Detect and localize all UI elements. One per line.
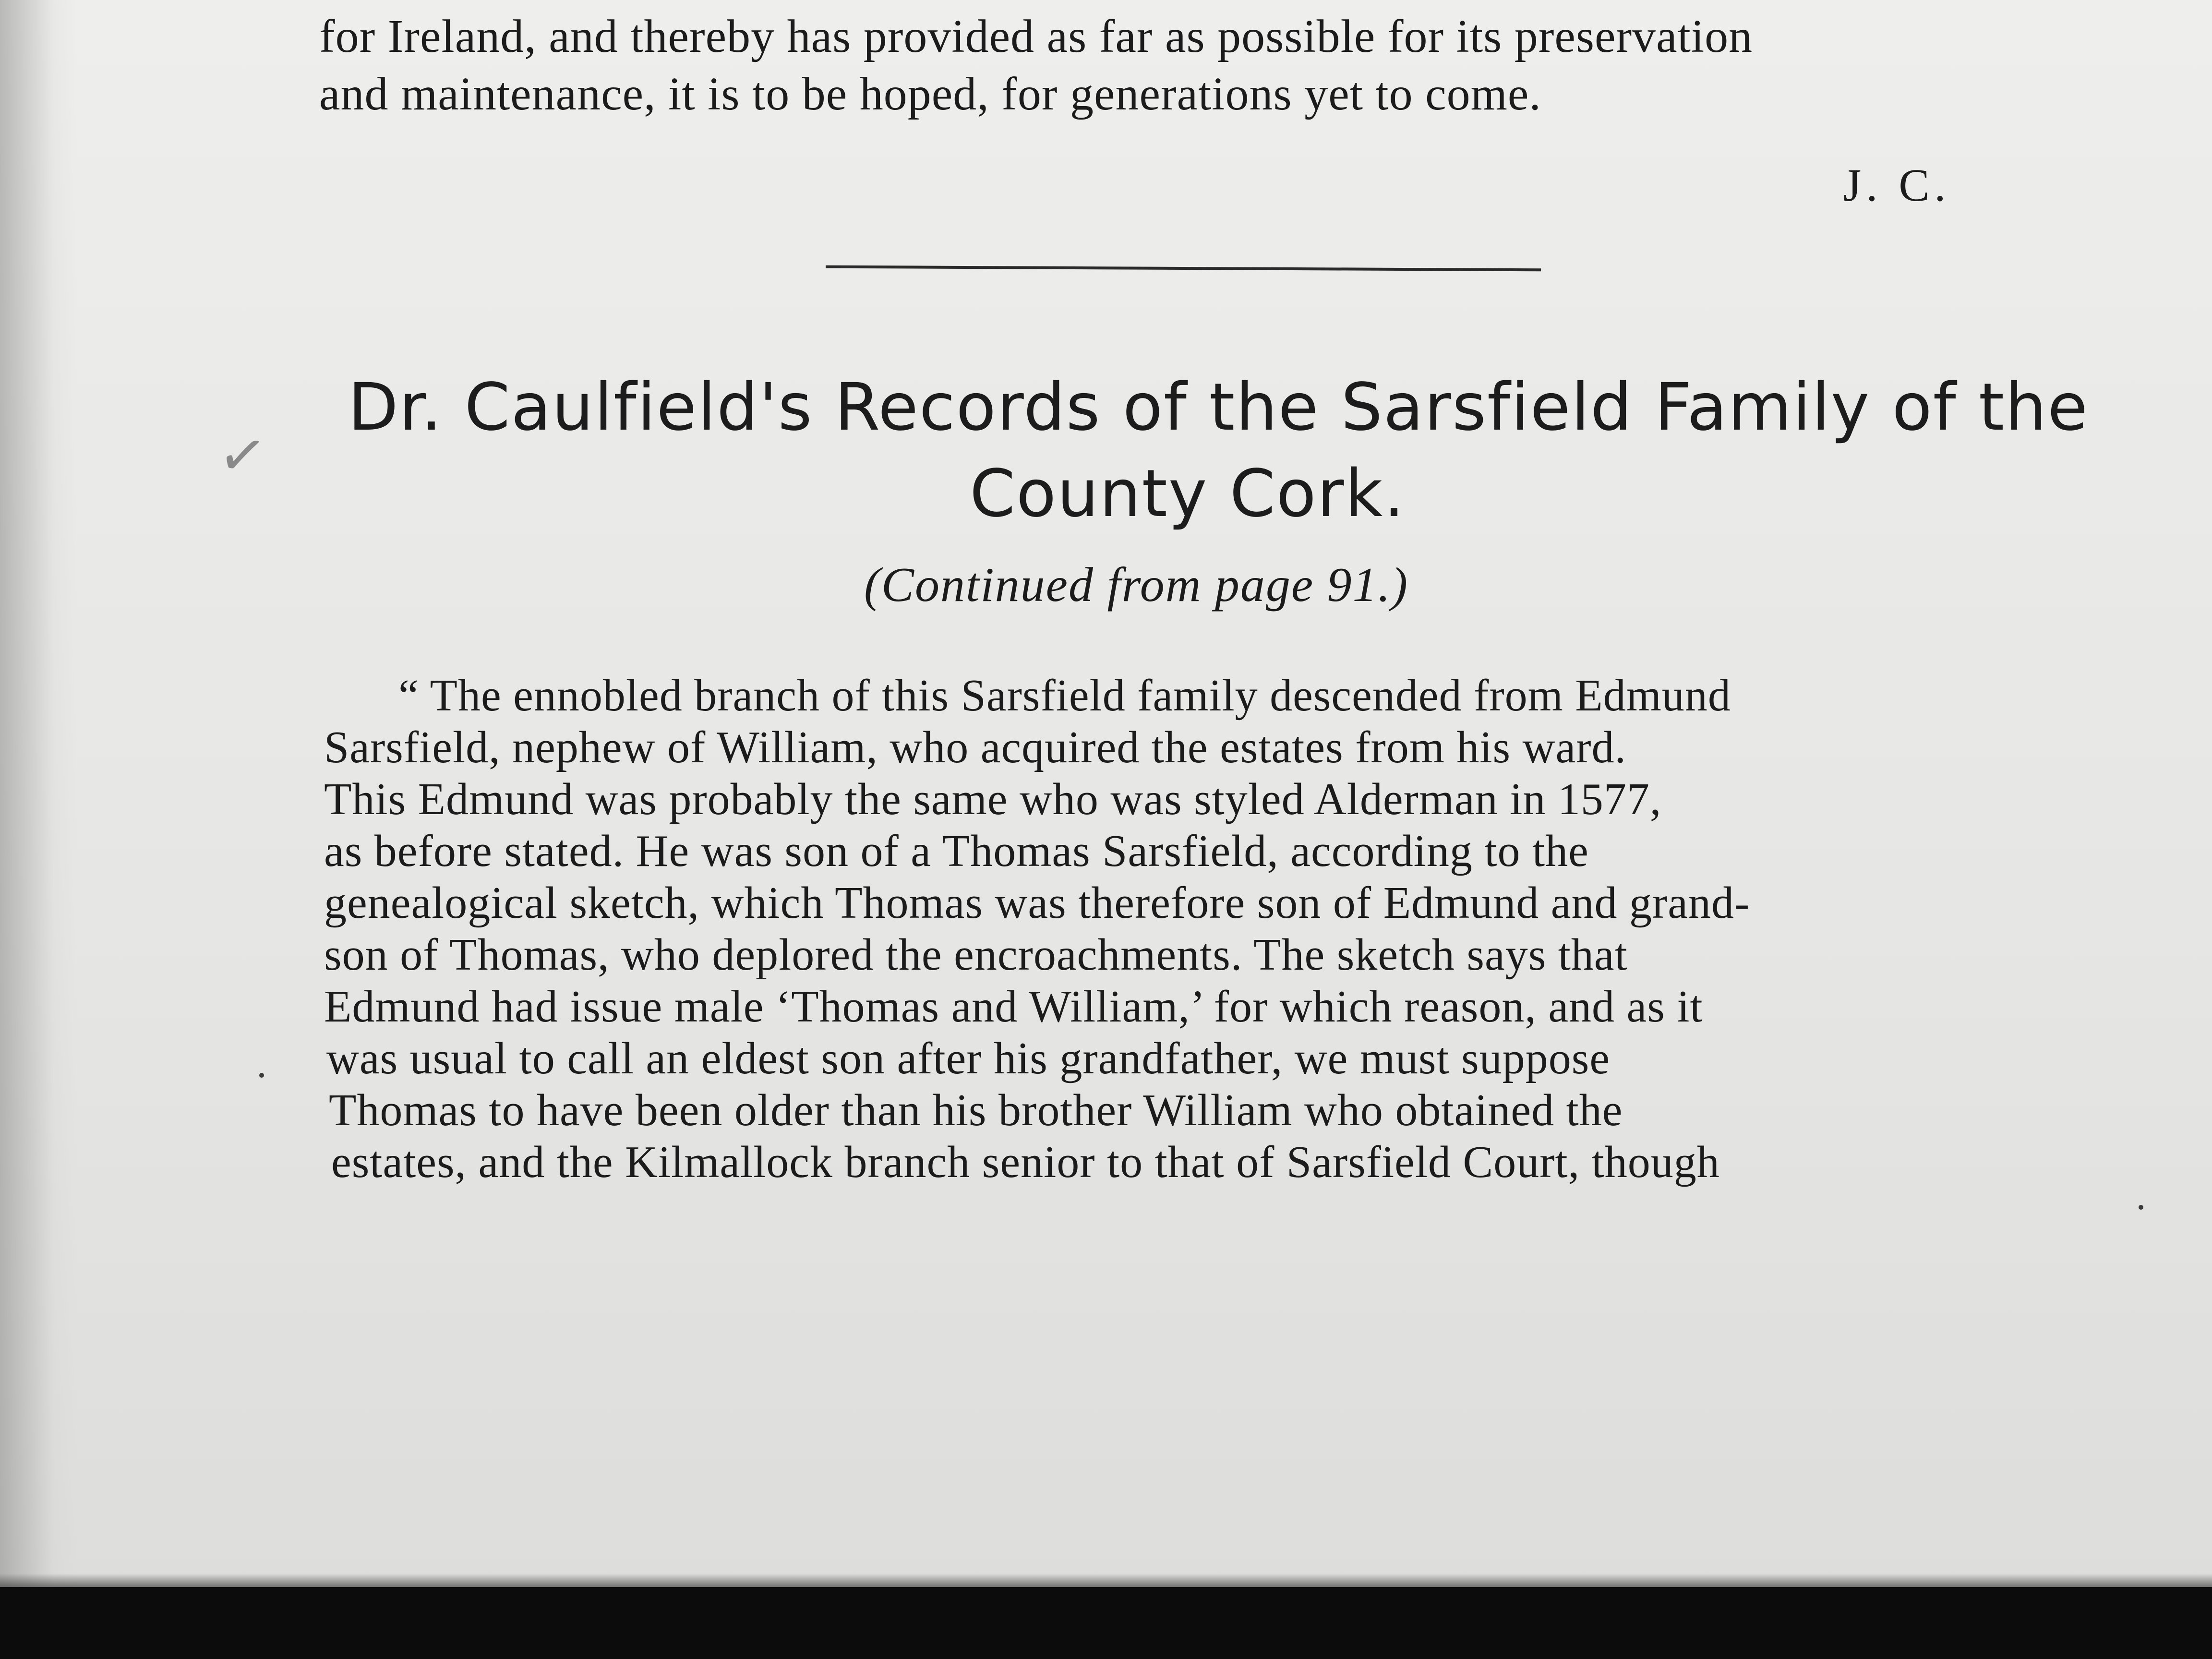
author-initials: J. C. — [1843, 159, 1951, 211]
body-line-7: Edmund had issue male ‘Thomas and William,’ for which reason, and as it — [324, 982, 1703, 1032]
body-line-3: This Edmund was probably the same who was styled Alderman in 1577, — [324, 774, 1662, 824]
book-edge-shadow — [0, 1574, 2212, 1587]
pencil-checkmark-icon: ✓ — [214, 419, 271, 493]
stray-ink-dot — [259, 1073, 264, 1078]
article-title-line-2: County Cork. — [970, 456, 1406, 532]
section-divider — [826, 265, 1541, 272]
body-line-9: Thomas to have been older than his brother William who obtained the — [329, 1085, 1623, 1135]
previous-article-line-2: and maintenance, it is to be hoped, for generations yet to come. — [319, 68, 1541, 120]
previous-article-line-1: for Ireland, and thereby has provided as far as possible for its preservation — [319, 11, 1753, 62]
body-line-2: Sarsfield, nephew of William, who acquired the estates from his ward. — [324, 722, 1627, 772]
body-line-6: son of Thomas, who deplored the encroachments. The sketch says that — [324, 930, 1628, 980]
body-line-1: “ The ennobled branch of this Sarsfield family descended from Edmund — [398, 671, 1731, 721]
continuation-note: (Continued from page 91.) — [864, 558, 1409, 612]
book-cover-edge — [0, 1587, 2212, 1659]
body-line-4: as before stated. He was son of a Thomas Sarsfield, according to the — [324, 826, 1589, 876]
stray-ink-dot — [2139, 1205, 2143, 1210]
article-title-line-1: Dr. Caulfield's Records of the Sarsfield Family of the — [348, 370, 2089, 445]
page-gutter-shadow — [0, 0, 77, 1659]
body-line-8: was usual to call an eldest son after his grandfather, we must suppose — [326, 1034, 1611, 1083]
body-line-5: genealogical sketch, which Thomas was therefore son of Edmund and grand- — [324, 878, 1750, 928]
body-line-10: estates, and the Kilmallock branch senior to that of Sarsfield Court, though — [331, 1137, 1720, 1187]
